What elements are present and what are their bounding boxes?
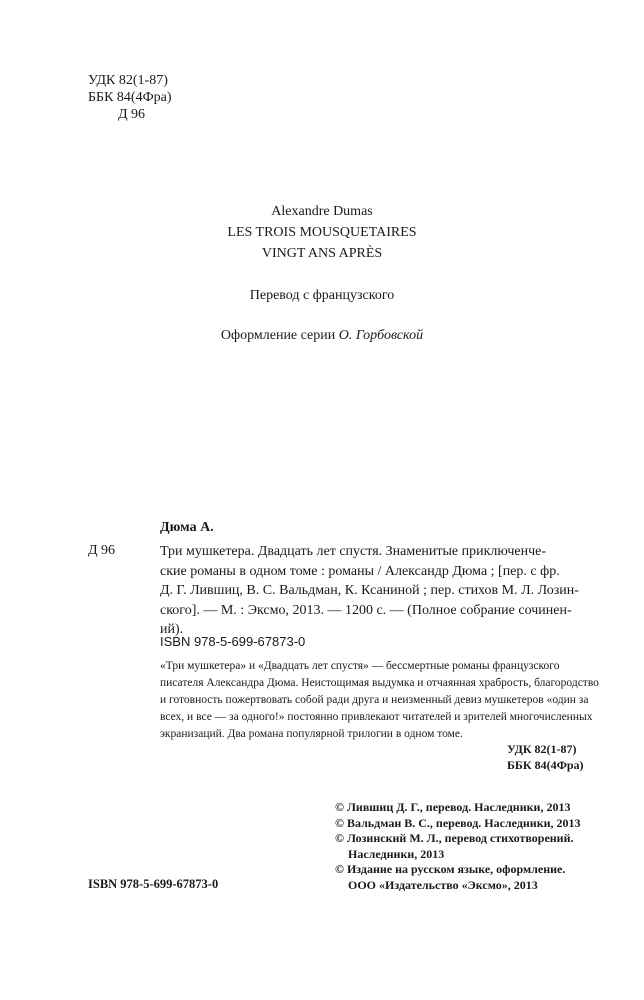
author-mark: Д 96 xyxy=(118,107,146,122)
copyright-line: © Издание на русском языке, оформление. xyxy=(335,862,566,876)
description-line: Д. Г. Лившиц, В. С. Вальдман, К. Ксаниной ; пер. стихов М. Л. Лозин- xyxy=(160,583,579,598)
bbk-code: ББК 84(4Фра) xyxy=(88,90,172,105)
annotation-line: экранизаций. Два романа популярной трилогии в одном томе. xyxy=(160,728,463,740)
annotation-bbk: ББК 84(4Фра) xyxy=(507,758,584,772)
annotation-line: всех, и все — за одного!» постоянно привлекают читателей и зрителей многочисленных xyxy=(160,711,593,723)
design-label: Оформление серии xyxy=(220,328,336,343)
catalog-description xyxy=(160,542,592,640)
description-line: ий). xyxy=(160,622,184,637)
series-design-credit xyxy=(0,328,644,344)
annotation-line: «Три мушкетера» и «Двадцать лет спустя» — бессмертные романы французского xyxy=(160,660,560,672)
udk-code: УДК 82(1-87) xyxy=(88,73,168,88)
copyright-line: ООО «Издательство «Эксмо», 2013 xyxy=(348,877,538,892)
copyright-line: © Вальдман В. С., перевод. Наследники, 2013 xyxy=(335,815,581,830)
catalog-author: Дюма А. xyxy=(160,520,214,535)
description-line: ского]. — М. : Эксмо, 2013. — 1200 с. — (Полное собрание сочинен- xyxy=(160,602,572,618)
description-line: ские романы в одном томе : романы / Александр Дюма ; [пер. с фр. xyxy=(160,563,560,579)
annotation-udk: УДК 82(1-87) xyxy=(507,742,577,756)
copyright-block xyxy=(335,800,581,893)
design-author: О. Горбовской xyxy=(338,328,424,343)
copyright-line: © Лившиц Д. Г., перевод. Наследники, 2013 xyxy=(335,800,571,814)
translation-note: Перевод с французского xyxy=(249,288,395,303)
annotation-text xyxy=(160,658,600,743)
catalog-isbn: ISBN 978-5-699-67873-0 xyxy=(160,634,306,649)
catalog-author-mark: Д 96 xyxy=(88,543,116,558)
annotation-codes xyxy=(507,741,584,773)
classification-codes xyxy=(88,72,172,123)
description-line: Три мушкетера. Двадцать лет спустя. Знаменитые приключенче- xyxy=(160,544,547,559)
original-title-2: VINGT ANS APRÈS xyxy=(261,246,383,261)
isbn-bottom: ISBN 978-5-699-67873-0 xyxy=(88,877,219,891)
annotation-line: и готовность пожертвовать собой ради друга и неизменный девиз мушкетеров «один за xyxy=(160,694,589,706)
annotation-line: писателя Александра Дюма. Неистощимая выдумка и отчаянная храбрость, благородство xyxy=(160,677,599,689)
original-title-1: LES TROIS MOUSQUETAIRES xyxy=(227,225,417,240)
copyright-line: © Лозинский М. Л., перевод стихотворений. xyxy=(335,831,574,845)
original-author: Alexandre Dumas xyxy=(271,204,373,219)
copyright-line: Наследники, 2013 xyxy=(348,846,445,861)
